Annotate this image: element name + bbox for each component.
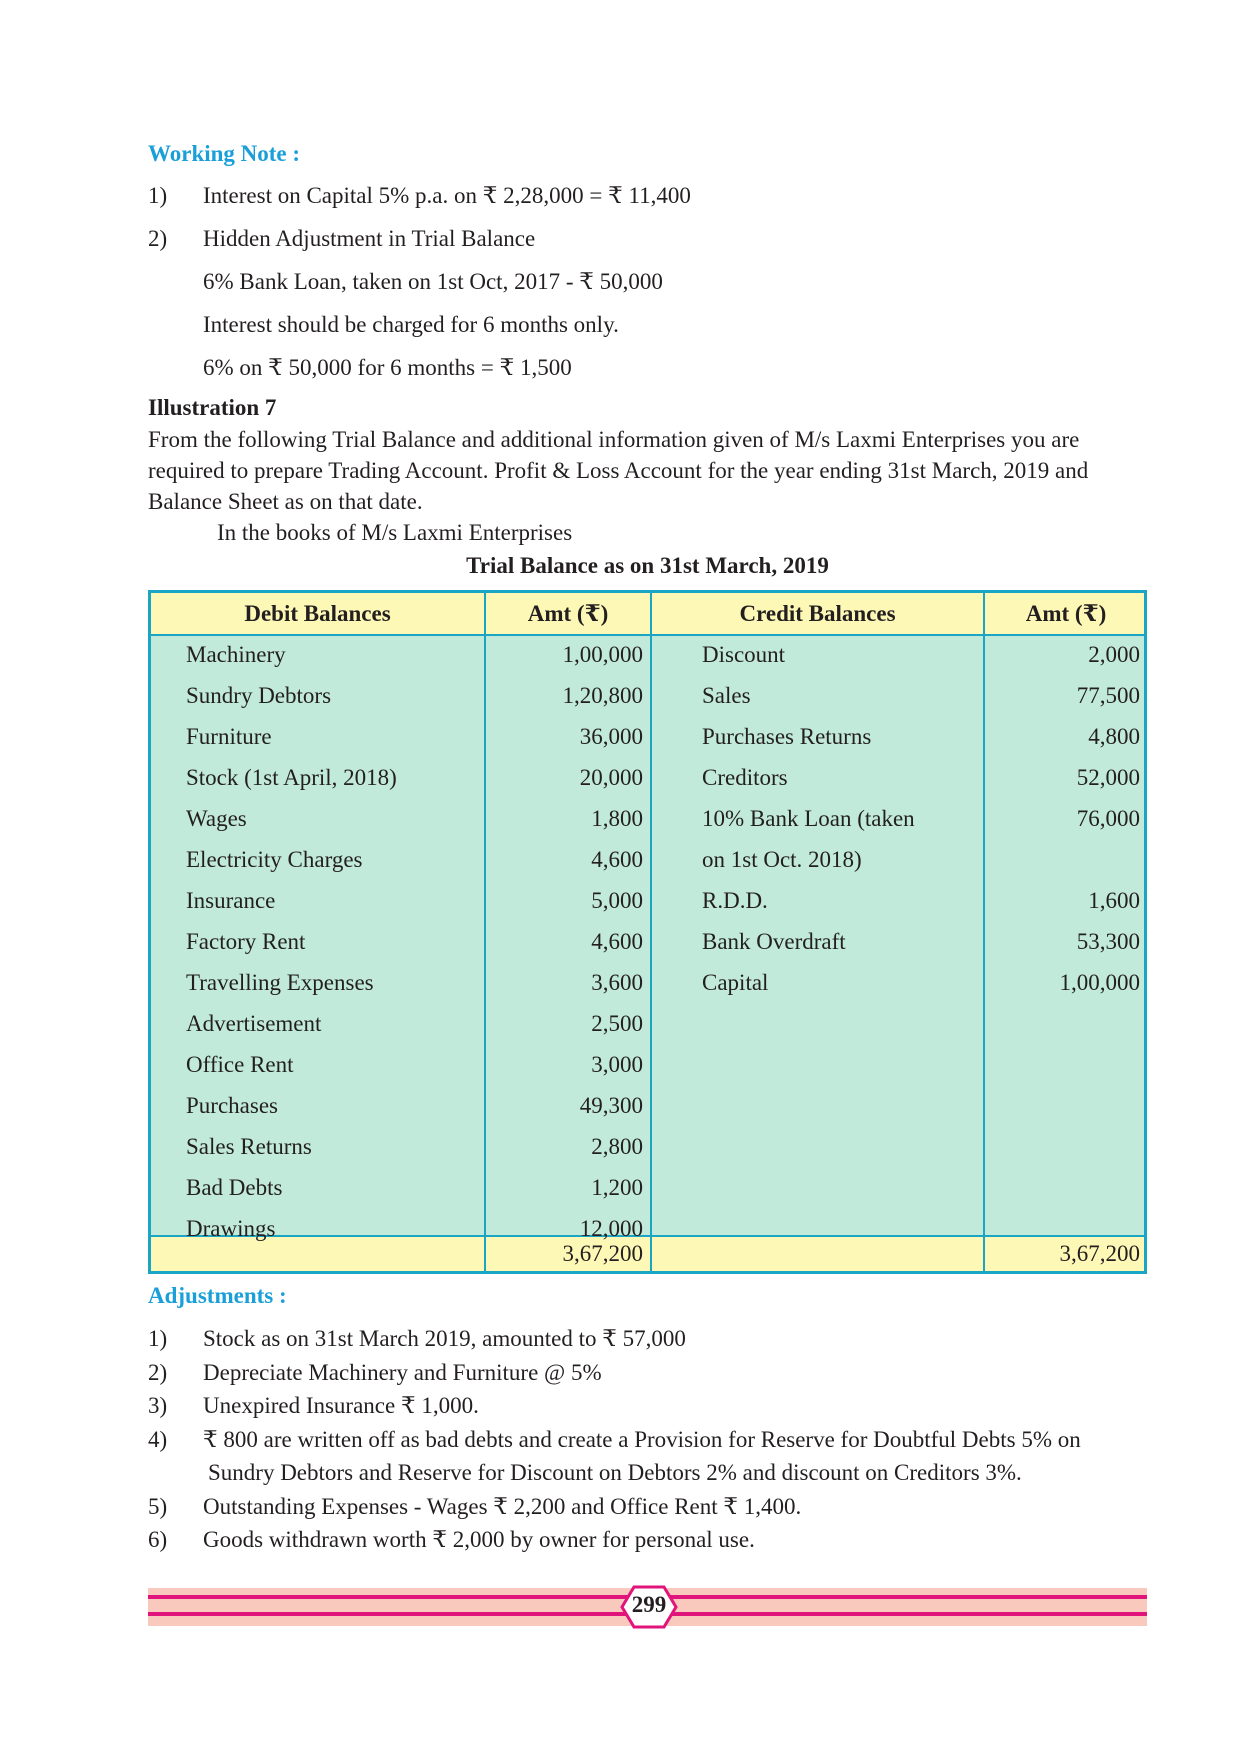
adjustment-text: Outstanding Expenses - Wages ₹ 2,200 and Office Rent ₹ 1,400.	[203, 1493, 802, 1519]
debit-account-name: Bad Debts	[186, 1175, 283, 1200]
adjustment-text: Unexpired Insurance ₹ 1,000.	[203, 1393, 479, 1418]
adjustment-number: 4)	[148, 1426, 168, 1452]
working-note-number-1: 1)	[148, 183, 168, 208]
adjustment-text: Depreciate Machinery and Furniture @ 5%	[203, 1359, 602, 1385]
debit-amount: 1,00,000	[562, 642, 643, 667]
adjustment-text: ₹ 800 are written off as bad debts and create a Provision for Reserve for Doubtful Debts 5% on	[203, 1426, 1081, 1452]
debit-account-name: Insurance	[186, 888, 276, 913]
debit-account-name: Machinery	[186, 642, 286, 667]
illustration-heading: Illustration 7	[148, 395, 277, 420]
debit-account-name: Factory Rent	[186, 929, 306, 954]
credit-amount: 2,000	[1088, 642, 1140, 667]
adjustment-number: 5)	[148, 1493, 168, 1519]
credit-account-name: Bank Overdraft	[702, 929, 846, 954]
adjustment-number: 3)	[148, 1393, 168, 1418]
debit-amount: 49,300	[579, 1093, 643, 1118]
credit-amount: 53,300	[1076, 929, 1140, 954]
debit-account-name: Drawings	[186, 1216, 276, 1241]
debit-amount: 1,200	[591, 1175, 643, 1200]
header-debit-amount: Amt (₹)	[527, 601, 609, 626]
illustration-paragraph-line-2: required to prepare Trading Account. Profit & Loss Account for the year ending 31st March, 2019 and	[148, 458, 1089, 483]
credit-amount: 1,600	[1088, 888, 1140, 913]
illustration-paragraph-line-1: From the following Trial Balance and additional information given of M/s Laxmi Enterprises you are	[148, 427, 1080, 452]
illustration-paragraph-line-3: Balance Sheet as on that date.	[148, 489, 423, 514]
debit-amount: 36,000	[579, 724, 643, 749]
adjustments-heading: Adjustments :	[148, 1283, 287, 1308]
adjustment-text: Sundry Debtors and Reserve for Discount on Debtors 2% and discount on Creditors 3%.	[208, 1460, 1022, 1485]
debit-account-name: Furniture	[186, 724, 272, 749]
debit-account-name: Stock (1st April, 2018)	[186, 765, 397, 790]
credit-account-name: 10% Bank Loan (taken	[702, 806, 915, 831]
debit-amount: 3,000	[591, 1052, 643, 1077]
books-line: In the books of M/s Laxmi Enterprises	[217, 520, 573, 545]
debit-account-name: Purchases	[186, 1093, 278, 1118]
working-note-subline-1: 6% Bank Loan, taken on 1st Oct, 2017 - ₹ 50,000	[203, 269, 663, 294]
credit-account-name: Capital	[702, 970, 769, 995]
credit-account-name: on 1st Oct. 2018)	[702, 847, 862, 872]
adjustment-text: Goods withdrawn worth ₹ 2,000 by owner for personal use.	[203, 1527, 755, 1552]
column-divider	[650, 593, 652, 1271]
working-note-subline-2: Interest should be charged for 6 months only.	[203, 312, 619, 337]
debit-amount: 20,000	[579, 765, 643, 790]
debit-amount: 2,500	[591, 1011, 643, 1036]
debit-amount: 12,000	[579, 1216, 643, 1241]
working-note-item-2: Hidden Adjustment in Trial Balance	[203, 226, 536, 251]
debit-amount: 1,20,800	[562, 683, 643, 708]
header-credit-amount: Amt (₹)	[1025, 601, 1107, 626]
credit-amount: 52,000	[1076, 765, 1140, 790]
adjustment-number: 2)	[148, 1359, 168, 1385]
debit-amount: 2,800	[591, 1134, 643, 1159]
debit-account-name: Electricity Charges	[186, 847, 363, 872]
credit-account-name: Purchases Returns	[702, 724, 872, 749]
working-note-item-1: Interest on Capital 5% p.a. on ₹ 2,28,000 = ₹ 11,400	[203, 183, 691, 208]
credit-account-name: Sales	[702, 683, 751, 708]
debit-account-name: Wages	[186, 806, 247, 831]
credit-amount: 76,000	[1076, 806, 1140, 831]
debit-amount: 4,600	[591, 847, 643, 872]
adjustment-text: Stock as on 31st March 2019, amounted to ₹ 57,000	[203, 1326, 686, 1351]
debit-account-name: Sundry Debtors	[186, 683, 332, 708]
credit-total: 3,67,200	[1059, 1241, 1140, 1266]
debit-amount: 1,800	[591, 806, 643, 831]
debit-total: 3,67,200	[562, 1241, 643, 1266]
credit-amount: 4,800	[1088, 724, 1140, 749]
credit-account-name: R.D.D.	[702, 888, 768, 913]
working-note-number-2: 2)	[148, 226, 168, 251]
table-title: Trial Balance as on 31st March, 2019	[466, 553, 829, 578]
credit-amount	[985, 839, 1140, 880]
header-debit-balances: Debit Balances	[244, 601, 391, 626]
working-note-subline-3: 6% on ₹ 50,000 for 6 months = ₹ 1,500	[203, 355, 572, 380]
adjustment-number: 6)	[148, 1527, 168, 1552]
credit-amount: 1,00,000	[1059, 970, 1140, 995]
debit-amount: 5,000	[591, 888, 643, 913]
header-credit-balances: Credit Balances	[739, 601, 896, 626]
working-note-heading: Working Note :	[148, 141, 301, 166]
trial-balance-table	[148, 590, 1147, 1274]
debit-account-name: Sales Returns	[186, 1134, 312, 1159]
debit-account-name: Advertisement	[186, 1011, 322, 1036]
debit-amount: 3,600	[591, 970, 643, 995]
credit-account-name: Creditors	[702, 765, 788, 790]
adjustment-number: 1)	[148, 1326, 168, 1351]
credit-amount: 77,500	[1076, 683, 1140, 708]
page-number: 299	[631, 1592, 667, 1617]
debit-account-name: Office Rent	[186, 1052, 294, 1077]
debit-account-name: Travelling Expenses	[186, 970, 374, 995]
debit-amount: 4,600	[591, 929, 643, 954]
credit-account-name: Discount	[702, 642, 786, 667]
